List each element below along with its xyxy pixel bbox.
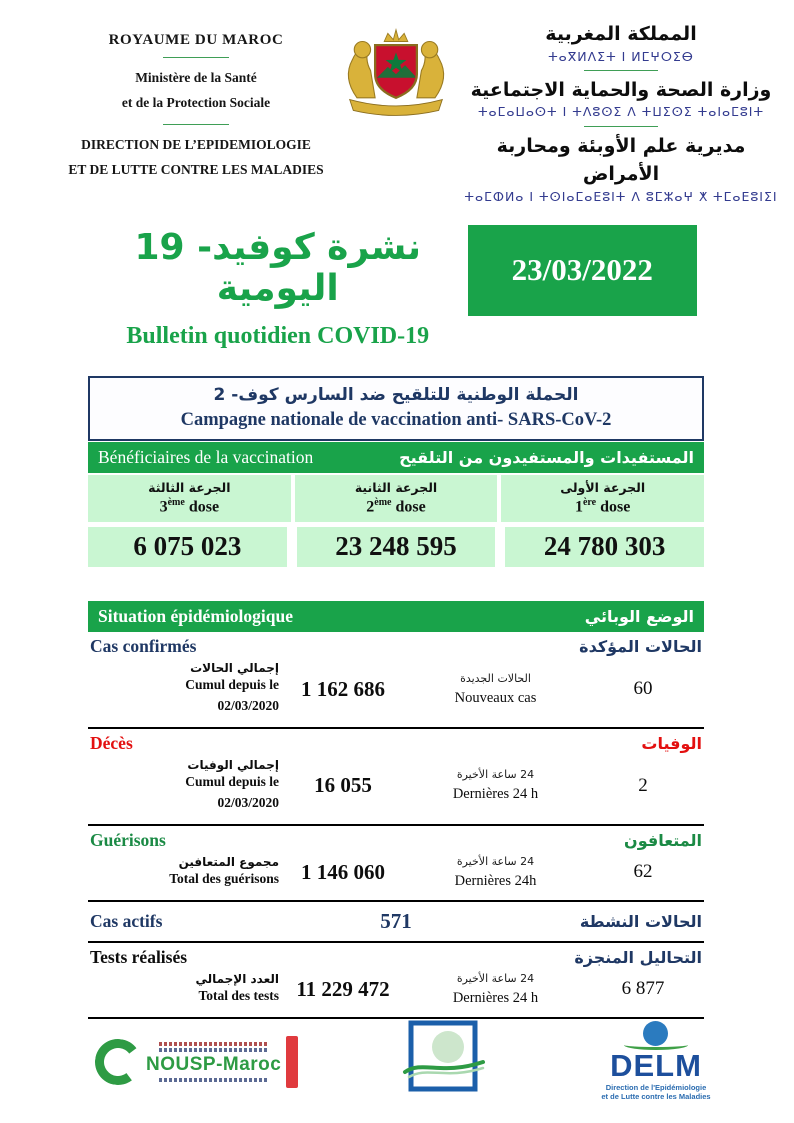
situation-label-fr: Situation épidémiologique xyxy=(98,606,293,627)
dose-header-row xyxy=(88,475,704,522)
header-right-institutions xyxy=(458,20,784,205)
confirmed-row xyxy=(88,659,704,727)
active-label-fr: Cas actifs xyxy=(90,910,163,931)
dose2-label-fr: 2ème dose xyxy=(366,496,426,516)
nousp-logo xyxy=(95,1036,298,1088)
deaths-heading xyxy=(88,729,704,756)
nousp-arc-icon xyxy=(92,1036,144,1088)
dose3-label-fr: 3ème dose xyxy=(159,496,220,516)
situation-label-ar: الوضع الوبائي xyxy=(584,607,694,627)
dose2-label-ar: الجرعة الثانية xyxy=(354,479,438,495)
ministry-title-tifinagh: ⵜⴰⵎⴰⵡⴰⵙⵜ ⵏ ⵜⴷⵓⵙⵉ ⴷ ⵜⵡⵉⵙⵉ ⵜⴰⵏⴰⵎⵓⵏⵜ xyxy=(477,104,765,120)
dose2-header xyxy=(295,475,498,522)
morocco-coat-of-arms-icon xyxy=(337,20,455,122)
beneficiaries-label-fr: Bénéficiaires de la vaccination xyxy=(98,446,314,467)
dose3-value: 6 075 023 xyxy=(88,527,287,567)
tests-24h-value: 6 877 xyxy=(621,978,665,1000)
deaths-label-ar: الوفيات xyxy=(641,733,702,753)
nousp-red-bar-icon xyxy=(286,1036,298,1088)
header-left-institutions xyxy=(58,20,334,205)
delm-label: DELM xyxy=(610,1047,702,1083)
separator-line xyxy=(584,126,658,127)
deaths-row xyxy=(88,756,704,824)
deaths-24h-label: 24 ساعة الأخيرة Dernières 24 h xyxy=(452,768,539,803)
bulletin-title-ar: نشرة كوفيد- 19 اليومية xyxy=(134,226,421,309)
campaign-title-fr: Campagne nationale de vaccination anti- SARS-CoV-2 xyxy=(180,409,612,430)
title-row xyxy=(88,225,697,350)
active-cases-row xyxy=(88,902,704,941)
recoveries-24h-label: 24 ساعة الأخيرة Dernières 24h xyxy=(454,854,537,889)
confirmed-total-value: 1 162 686 xyxy=(301,676,385,701)
beneficiaries-label-ar: المستفيدات والمستفيدون من التلقيح xyxy=(399,447,694,467)
recoveries-24h-value: 62 xyxy=(633,861,653,883)
nousp-smalltext-decoration xyxy=(159,1048,269,1052)
ministry-title-ar: وزارة الصحة والحماية الاجتماعية xyxy=(470,78,772,101)
ministry-health-logo-icon xyxy=(401,1016,487,1102)
recoveries-label-ar: المتعافون xyxy=(624,830,702,850)
direction-title-tifinagh: ⵜⴰⵎⵀⵍⴰ ⵏ ⵜⵙⵏⴰⵎⴰⴹⵓⵏⵜ ⴷ ⵓⵎⵣⴰⵖ ⵅ ⵜⵎⴰⴹⵓⵏⵉⵏ xyxy=(464,188,778,204)
deaths-label-fr: Décès xyxy=(90,732,133,753)
direction-title-ar: مديرية علم الأوبئة ومحاربة الأمراض xyxy=(496,134,746,185)
direction-line1-fr: DIRECTION DE L’EPIDEMIOLOGIE xyxy=(81,136,311,152)
delm-subtitle-line2: et de Lutte contre les Maladies xyxy=(601,1092,711,1102)
dose3-header xyxy=(88,475,291,522)
dose1-value: 24 780 303 xyxy=(505,527,704,567)
confirmed-label-ar: الحالات المؤكدة xyxy=(579,637,702,657)
confirmed-label-fr: Cas confirmés xyxy=(90,636,197,657)
deaths-24h-value: 2 xyxy=(638,774,648,796)
separator-line xyxy=(584,70,658,71)
nousp-smalltext-decoration xyxy=(159,1042,269,1046)
deaths-total-value: 16 055 xyxy=(314,773,372,798)
dose3-label-ar: الجرعة الثالثة xyxy=(148,479,231,495)
bulletin-title xyxy=(88,225,468,350)
separator-line xyxy=(163,124,229,125)
confirmed-new-label: الحالات الجديدة Nouveaux cas xyxy=(454,671,537,706)
tests-total-label: العدد الإجمالي Total des tests xyxy=(195,971,279,1003)
campaign-header xyxy=(88,376,704,441)
delm-subtitle-line1: Direction de l'Epidémiologie xyxy=(605,1082,707,1092)
nousp-label: NOUSP-Maroc xyxy=(146,1053,282,1075)
nousp-text-block xyxy=(146,1040,281,1084)
confirmed-cumul-label: إجمالي الحالات Cumul depuis le 02/03/2020 xyxy=(185,661,279,713)
tests-heading xyxy=(88,943,704,970)
dose1-header xyxy=(501,475,704,522)
recoveries-heading xyxy=(88,826,704,853)
tests-row xyxy=(88,970,704,1017)
ministry-line1-fr: Ministère de la Santé xyxy=(135,70,257,85)
bulletin-title-fr: Bulletin quotidien COVID-19 xyxy=(126,322,430,349)
active-label-ar: الحالات النشطة xyxy=(579,911,702,931)
tests-label-ar: التحاليل المنجزة xyxy=(574,947,702,967)
dose1-label-fr: 1ère dose xyxy=(574,496,631,516)
kingdom-title-ar: المملكة المغربية xyxy=(545,23,697,45)
recoveries-row xyxy=(88,853,704,900)
confirmed-new-value: 60 xyxy=(633,678,653,699)
dose2-value: 23 248 595 xyxy=(297,527,496,567)
date-box: 23/03/2022 xyxy=(468,225,698,316)
header xyxy=(0,0,794,205)
ministry-health-logo xyxy=(401,1016,487,1107)
active-value: 571 xyxy=(380,908,412,933)
footer-logos xyxy=(0,1016,794,1107)
recoveries-label-fr: Guérisons xyxy=(90,829,166,850)
recoveries-total-value: 1 146 060 xyxy=(301,859,385,884)
vaccination-section xyxy=(88,376,704,567)
direction-line2-fr: ET DE LUTTE CONTRE LES MALADIES xyxy=(68,161,324,177)
tests-24h-label: 24 ساعة الأخيرة Dernières 24 h xyxy=(452,971,539,1006)
recoveries-total-label: مجموع المتعافين Total des guérisons xyxy=(169,854,279,886)
dose1-label-ar: الجرعة الأولى xyxy=(560,479,646,495)
situation-section xyxy=(88,601,704,1019)
tests-label-fr: Tests réalisés xyxy=(90,946,188,967)
deaths-cumul-label: إجمالي الوفيات Cumul depuis le 02/03/2020 xyxy=(185,757,279,810)
beneficiaries-bar xyxy=(88,442,704,473)
confirmed-heading xyxy=(88,632,704,659)
campaign-title-ar: الحملة الوطنية للتلقيح ضد السارس كوف- 2 xyxy=(213,384,579,405)
situation-bar xyxy=(88,601,704,632)
separator-line xyxy=(163,57,229,58)
tests-total-value: 11 229 472 xyxy=(296,976,390,1001)
delm-logo xyxy=(590,1021,722,1102)
kingdom-title-tifinagh: ⵜⴰⴳⵍⴷⵉⵜ ⵏ ⵍⵎⵖⵔⵉⴱ xyxy=(548,48,694,64)
kingdom-title-fr: ROYAUME DU MAROC xyxy=(108,32,284,48)
ministry-line2-fr: et de la Protection Sociale xyxy=(121,94,271,110)
dose-values-row xyxy=(88,527,704,567)
nousp-smalltext-decoration xyxy=(159,1078,269,1082)
coat-of-arms xyxy=(334,20,458,205)
